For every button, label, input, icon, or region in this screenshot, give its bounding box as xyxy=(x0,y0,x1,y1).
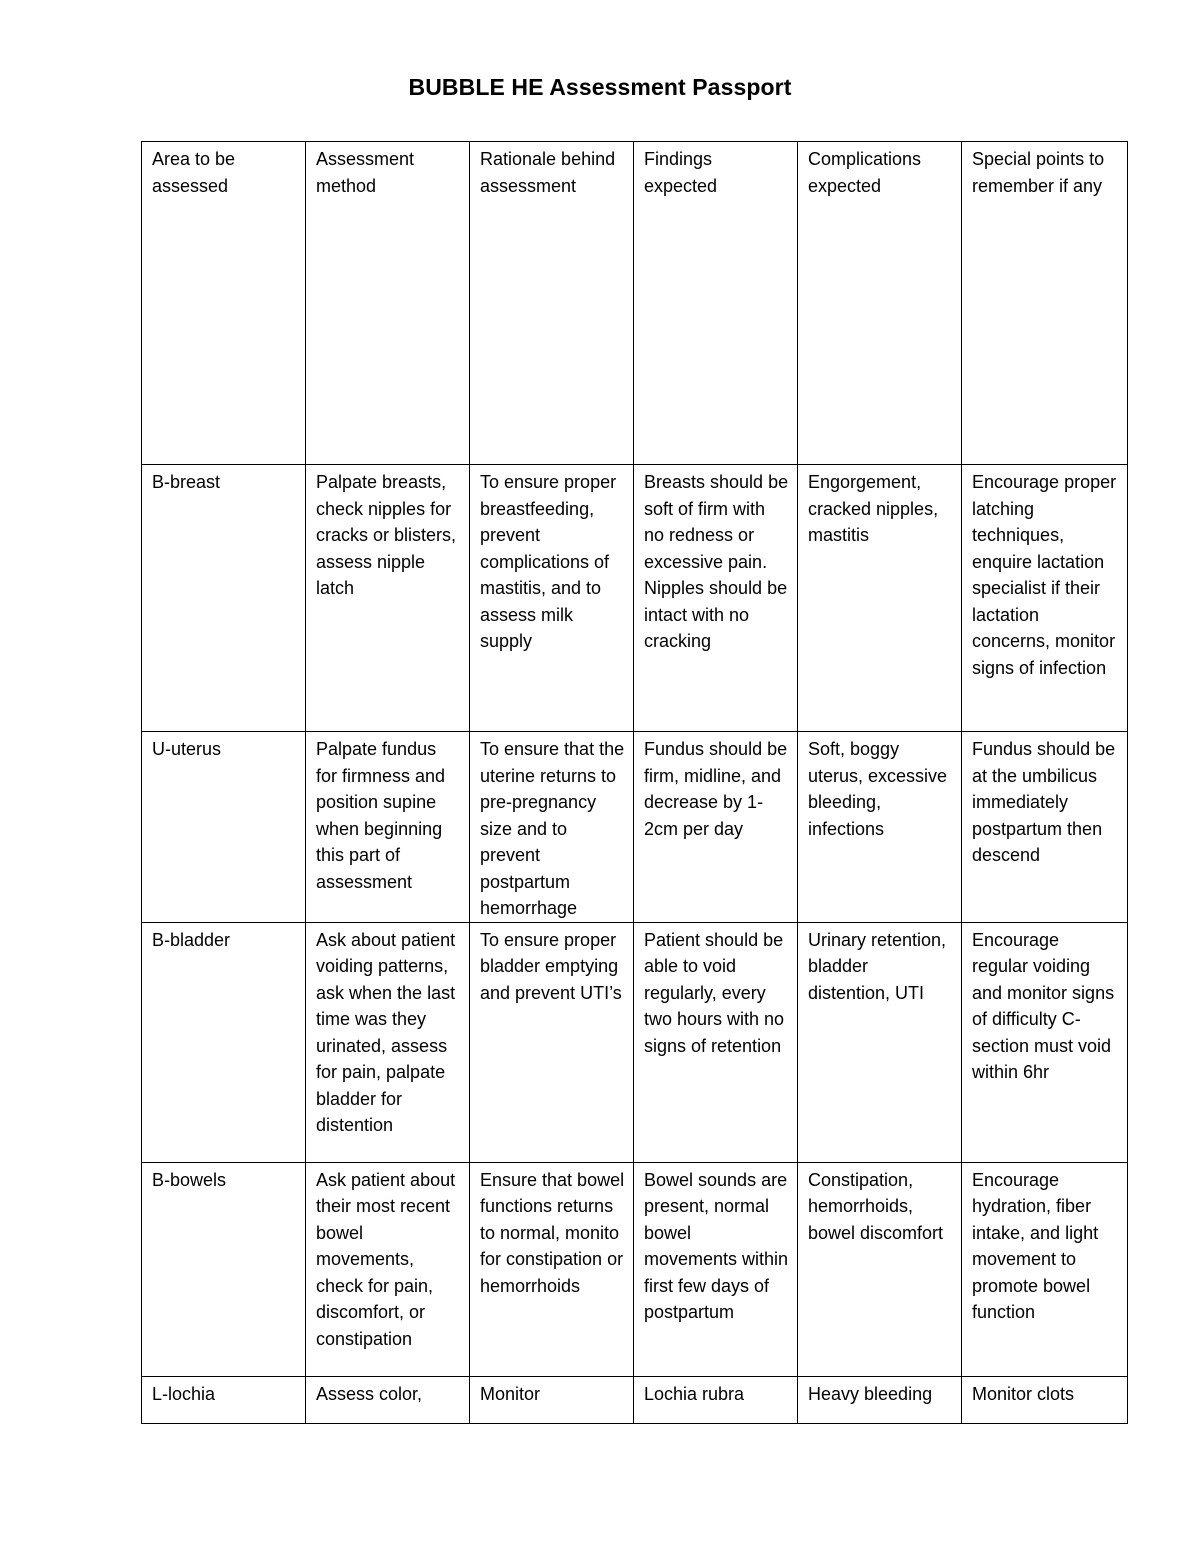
table-header-row xyxy=(142,142,1128,465)
assessment-table xyxy=(141,141,1128,1424)
cell-rationale: Ensure that bowel functions returns to normal, monito for constipation or hemorrhoids xyxy=(470,1162,634,1376)
cell-special: Encourage hydration, fiber intake, and light movement to promote bowel function xyxy=(962,1162,1128,1376)
cell-area: B-bladder xyxy=(142,922,306,1162)
header-cell-findings: Findings expected xyxy=(634,142,798,465)
cell-area: L-lochia xyxy=(142,1376,306,1423)
cell-area: U-uterus xyxy=(142,732,306,923)
cell-rationale: Monitor xyxy=(470,1376,634,1423)
cell-complications: Urinary retention, bladder distention, UTI xyxy=(798,922,962,1162)
cell-area: B-bowels xyxy=(142,1162,306,1376)
table-row xyxy=(142,1376,1128,1423)
document-title: BUBBLE HE Assessment Passport xyxy=(408,74,792,100)
cell-special: Fundus should be at the umbilicus immediately postpartum then descend xyxy=(962,732,1128,923)
table-row xyxy=(142,1162,1128,1376)
cell-special: Monitor clots xyxy=(962,1376,1128,1423)
table-row xyxy=(142,465,1128,732)
cell-complications: Heavy bleeding xyxy=(798,1376,962,1423)
cell-special: Encourage proper latching techniques, enquire lactation specialist if their lactation concerns, monitor signs of infection xyxy=(962,465,1128,732)
cell-method: Palpate fundus for firmness and position supine when beginning this part of assessment xyxy=(306,732,470,923)
cell-method: Ask patient about their most recent bowel movements, check for pain, discomfort, or constipation xyxy=(306,1162,470,1376)
cell-complications: Soft, boggy uterus, excessive bleeding, infections xyxy=(798,732,962,923)
cell-rationale: To ensure that the uterine returns to pre-pregnancy size and to prevent postpartum hemorrhage xyxy=(470,732,634,923)
cell-rationale: To ensure proper breastfeeding, prevent complications of mastitis, and to assess milk supply xyxy=(470,465,634,732)
header-cell-complications: Complications expected xyxy=(798,142,962,465)
cell-findings: Patient should be able to void regularly, every two hours with no signs of retention xyxy=(634,922,798,1162)
cell-rationale: To ensure proper bladder emptying and prevent UTI’s xyxy=(470,922,634,1162)
header-cell-special: Special points to remember if any xyxy=(962,142,1128,465)
cell-findings: Bowel sounds are present, normal bowel movements within first few days of postpartum xyxy=(634,1162,798,1376)
cell-method: Ask about patient voiding patterns, ask when the last time was they urinated, assess for pain, palpate bladder for distention xyxy=(306,922,470,1162)
cell-special: Encourage regular voiding and monitor signs of difficulty C-section must void within 6hr xyxy=(962,922,1128,1162)
cell-findings: Breasts should be soft of firm with no redness or excessive pain. Nipples should be intact with no cracking xyxy=(634,465,798,732)
table-row xyxy=(142,732,1128,923)
header-cell-area: Area to be assessed xyxy=(142,142,306,465)
cell-area: B-breast xyxy=(142,465,306,732)
header-cell-rationale: Rationale behind assessment xyxy=(470,142,634,465)
cell-complications: Constipation, hemorrhoids, bowel discomfort xyxy=(798,1162,962,1376)
table-row xyxy=(142,922,1128,1162)
header-cell-method: Assessment method xyxy=(306,142,470,465)
cell-complications: Engorgement, cracked nipples, mastitis xyxy=(798,465,962,732)
cell-method: Palpate breasts, check nipples for cracks or blisters, assess nipple latch xyxy=(306,465,470,732)
cell-findings: Lochia rubra xyxy=(634,1376,798,1423)
cell-method: Assess color, xyxy=(306,1376,470,1423)
cell-findings: Fundus should be firm, midline, and decrease by 1-2cm per day xyxy=(634,732,798,923)
